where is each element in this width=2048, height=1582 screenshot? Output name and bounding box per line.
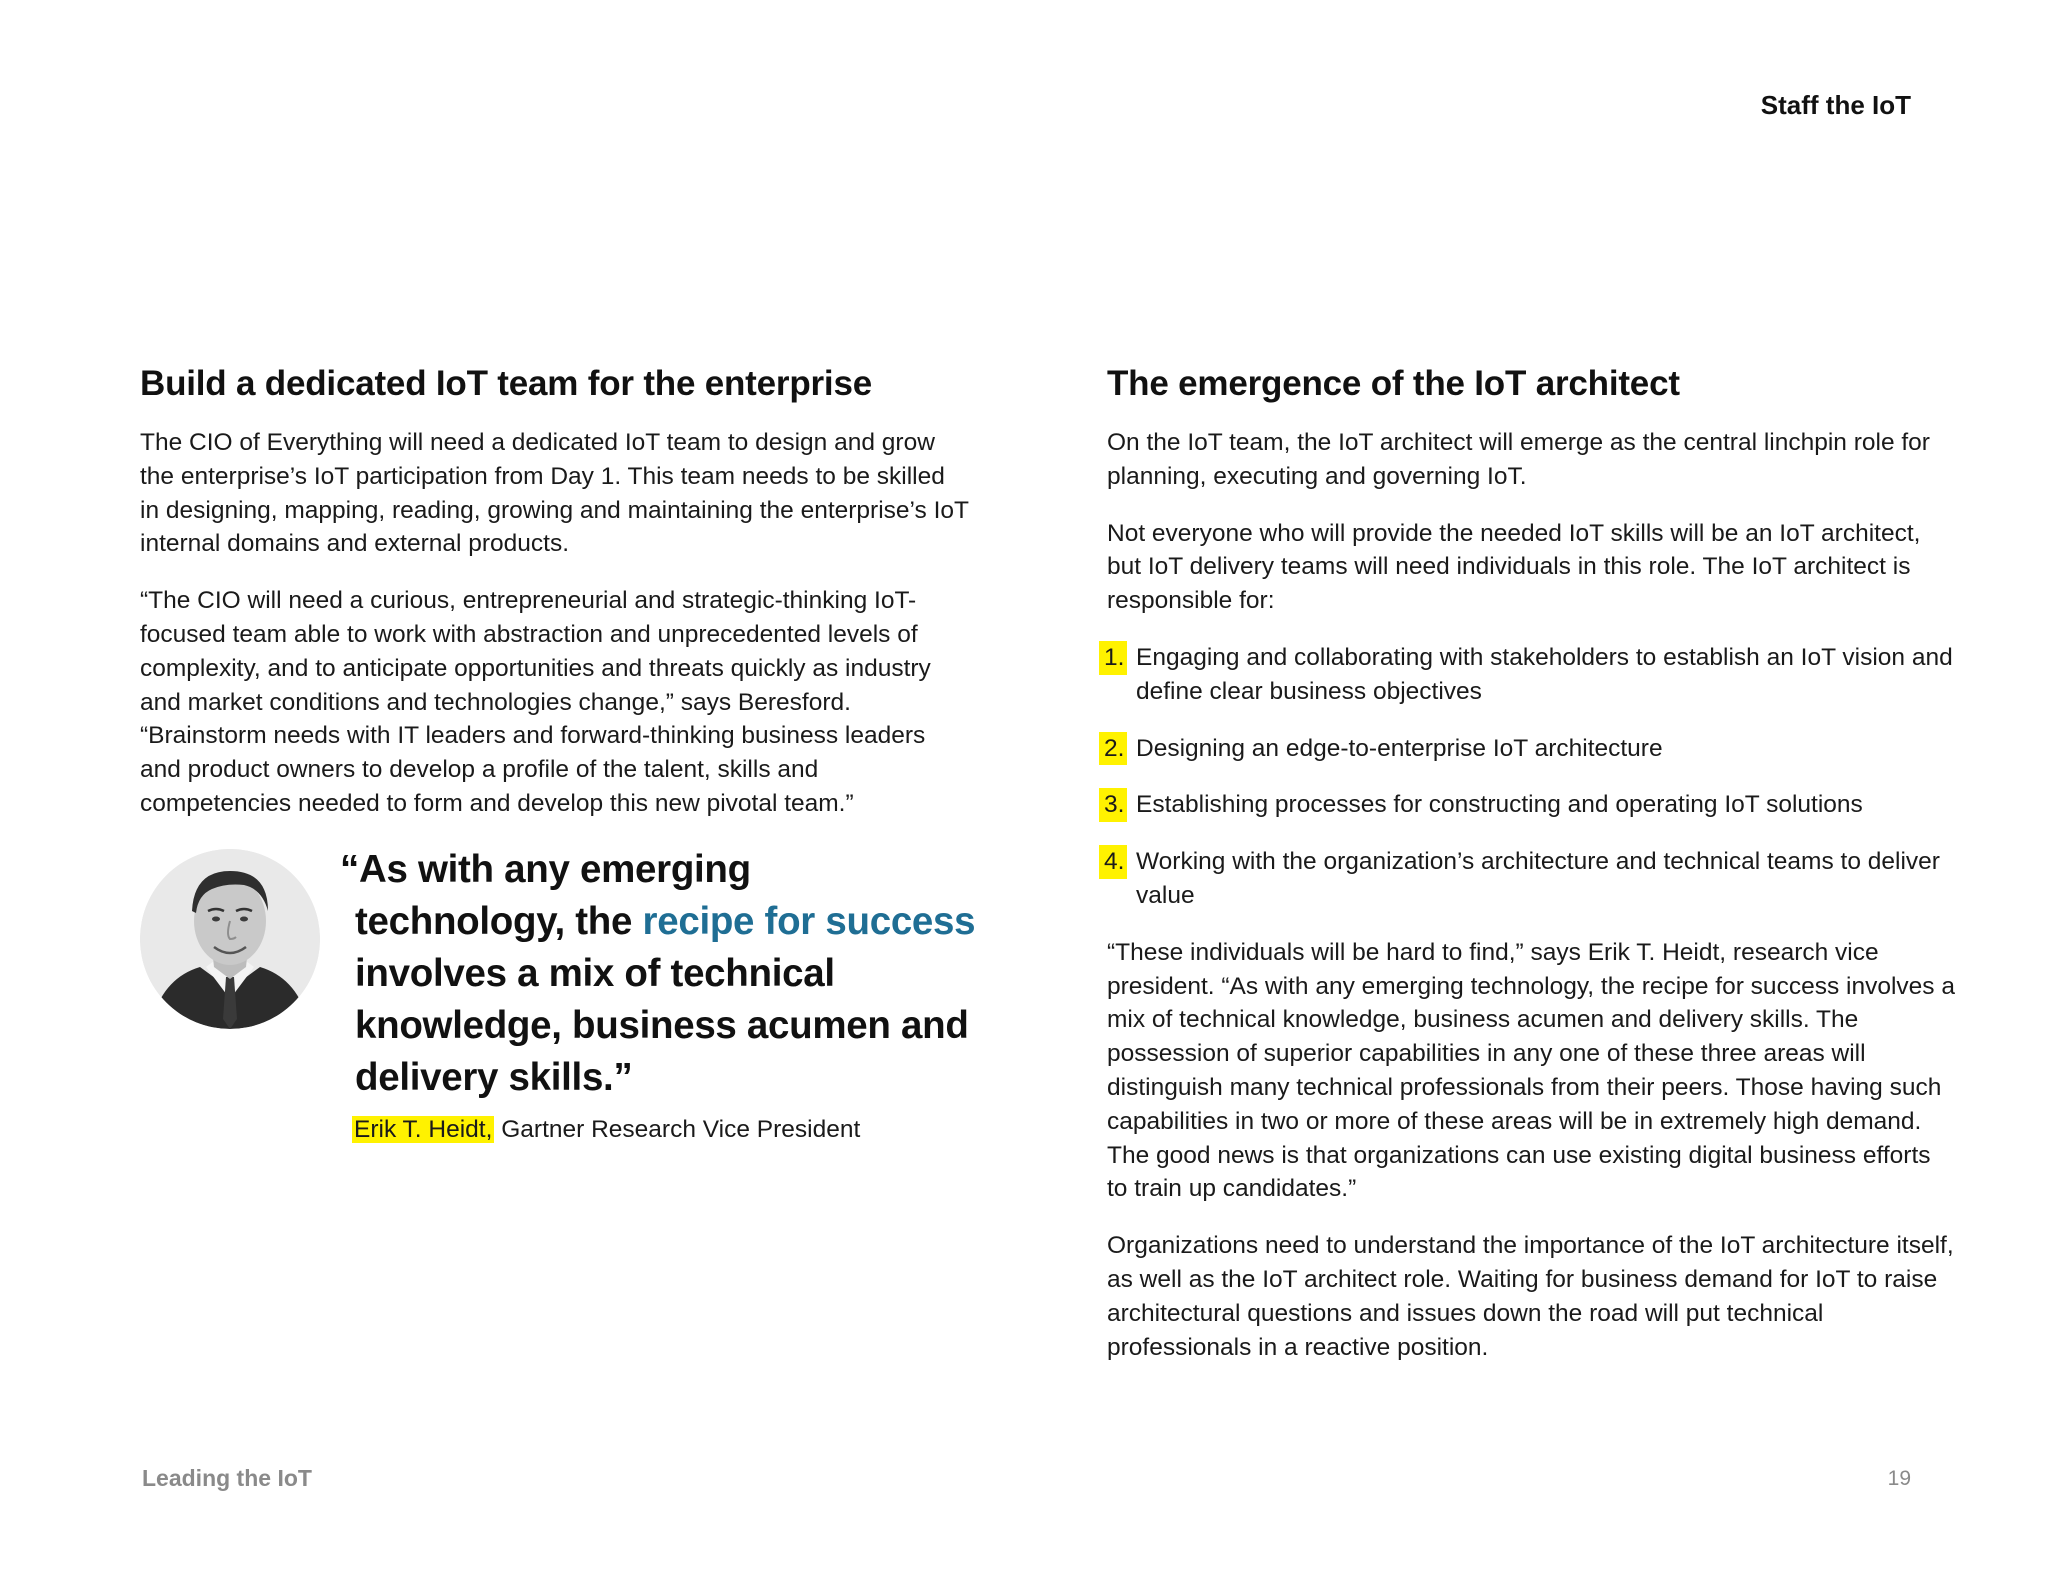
- responsibilities-list: [1104, 641, 1957, 913]
- pull-quote-body: [340, 896, 980, 1104]
- right-paragraph-1: On the IoT team, the IoT architect will emerge as the central linchpin role for planning, executing and governing IoT.: [1107, 429, 1930, 490]
- author-title: Gartner Research Vice President: [494, 1115, 861, 1143]
- left-heading: Build a dedicated IoT team for the enterprise: [140, 364, 872, 403]
- list-number: 4.: [1099, 845, 1127, 879]
- section-title: Staff the IoT: [1760, 90, 1911, 120]
- list-item: [1104, 732, 1957, 766]
- pull-quote-block: [140, 844, 976, 1164]
- right-column: [1104, 364, 1957, 1387]
- portrait-icon: [140, 849, 320, 1029]
- pull-quote-highlight: recipe for success: [642, 899, 976, 943]
- page-number: 19: [1887, 1467, 1911, 1490]
- pull-quote-part-2: technology, the: [355, 899, 643, 943]
- list-item: [1104, 641, 1957, 709]
- right-paragraph-4: Organizations need to understand the importance of the IoT architecture itself, as well as the IoT architect role. Waiting for business demand for IoT to raise architectural questions and issues down the road will put technical professionals in a reactive position.: [1107, 1232, 1954, 1361]
- left-column: [140, 364, 976, 1164]
- list-number: 1.: [1099, 641, 1127, 675]
- left-paragraph-2: “The CIO will need a curious, entrepreneurial and strategic-thinking IoT-focused team able to work with abstraction and unprecedented levels of complexity, and to anticipate opportunities and threats quickly as industry and market conditions and technologies change,” says Beresford. “Brainstorm needs with IT leaders and forward-thinking business leaders and product owners to develop a profile of the talent, skills and competencies needed to form and develop this new pivotal team.”: [140, 587, 931, 817]
- pull-quote: [340, 844, 980, 1104]
- author-name: Erik T. Heidt,: [354, 1115, 493, 1143]
- list-item-text: Designing an edge-to-enterprise IoT architecture: [1136, 734, 1663, 762]
- avatar: [140, 849, 320, 1029]
- pull-quote-part-3: involves a mix of technical knowledge, business acumen and delivery skills.”: [355, 951, 969, 1099]
- list-item: [1104, 788, 1957, 822]
- list-number: 3.: [1099, 788, 1127, 822]
- left-paragraph-1: The CIO of Everything will need a dedicated IoT team to design and grow the enterprise’s IoT participation from Day 1. This team needs to be skilled in designing, mapping, reading, growing and maintaining the enterprise’s IoT internal domains and external products.: [140, 429, 969, 558]
- list-item: [1104, 845, 1957, 913]
- list-number: 2.: [1099, 732, 1127, 766]
- list-item-text: Working with the organization’s architecture and technical teams to deliver value: [1136, 848, 1940, 909]
- list-item-text: Engaging and collaborating with stakeholders to establish an IoT vision and define clear business objectives: [1136, 643, 1953, 705]
- list-item-text: Establishing processes for constructing and operating IoT solutions: [1136, 791, 1863, 819]
- right-paragraph-3: “These individuals will be hard to find,” says Erik T. Heidt, research vice president. “As with any emerging technology, the recipe for success involves a mix of technical knowledge, business acumen and delivery skills. The possession of superior capabilities in any one of these three areas will distinguish many technical professionals from their peers. Those having such capabilities in two or more of these areas will be in extremely high demand. The good news is that organizations can use existing digital business efforts to train up candidates.”: [1107, 938, 1955, 1203]
- right-paragraph-2: Not everyone who will provide the needed IoT skills will be an IoT architect, but IoT delivery teams will need individuals in this role. The IoT architect is responsible for:: [1107, 519, 1921, 615]
- pull-quote-line-1: “As with any emerging: [340, 847, 751, 891]
- right-heading: The emergence of the IoT architect: [1107, 364, 1680, 403]
- quote-attribution: [352, 1116, 860, 1144]
- publication-title: Leading the IoT: [142, 1465, 312, 1491]
